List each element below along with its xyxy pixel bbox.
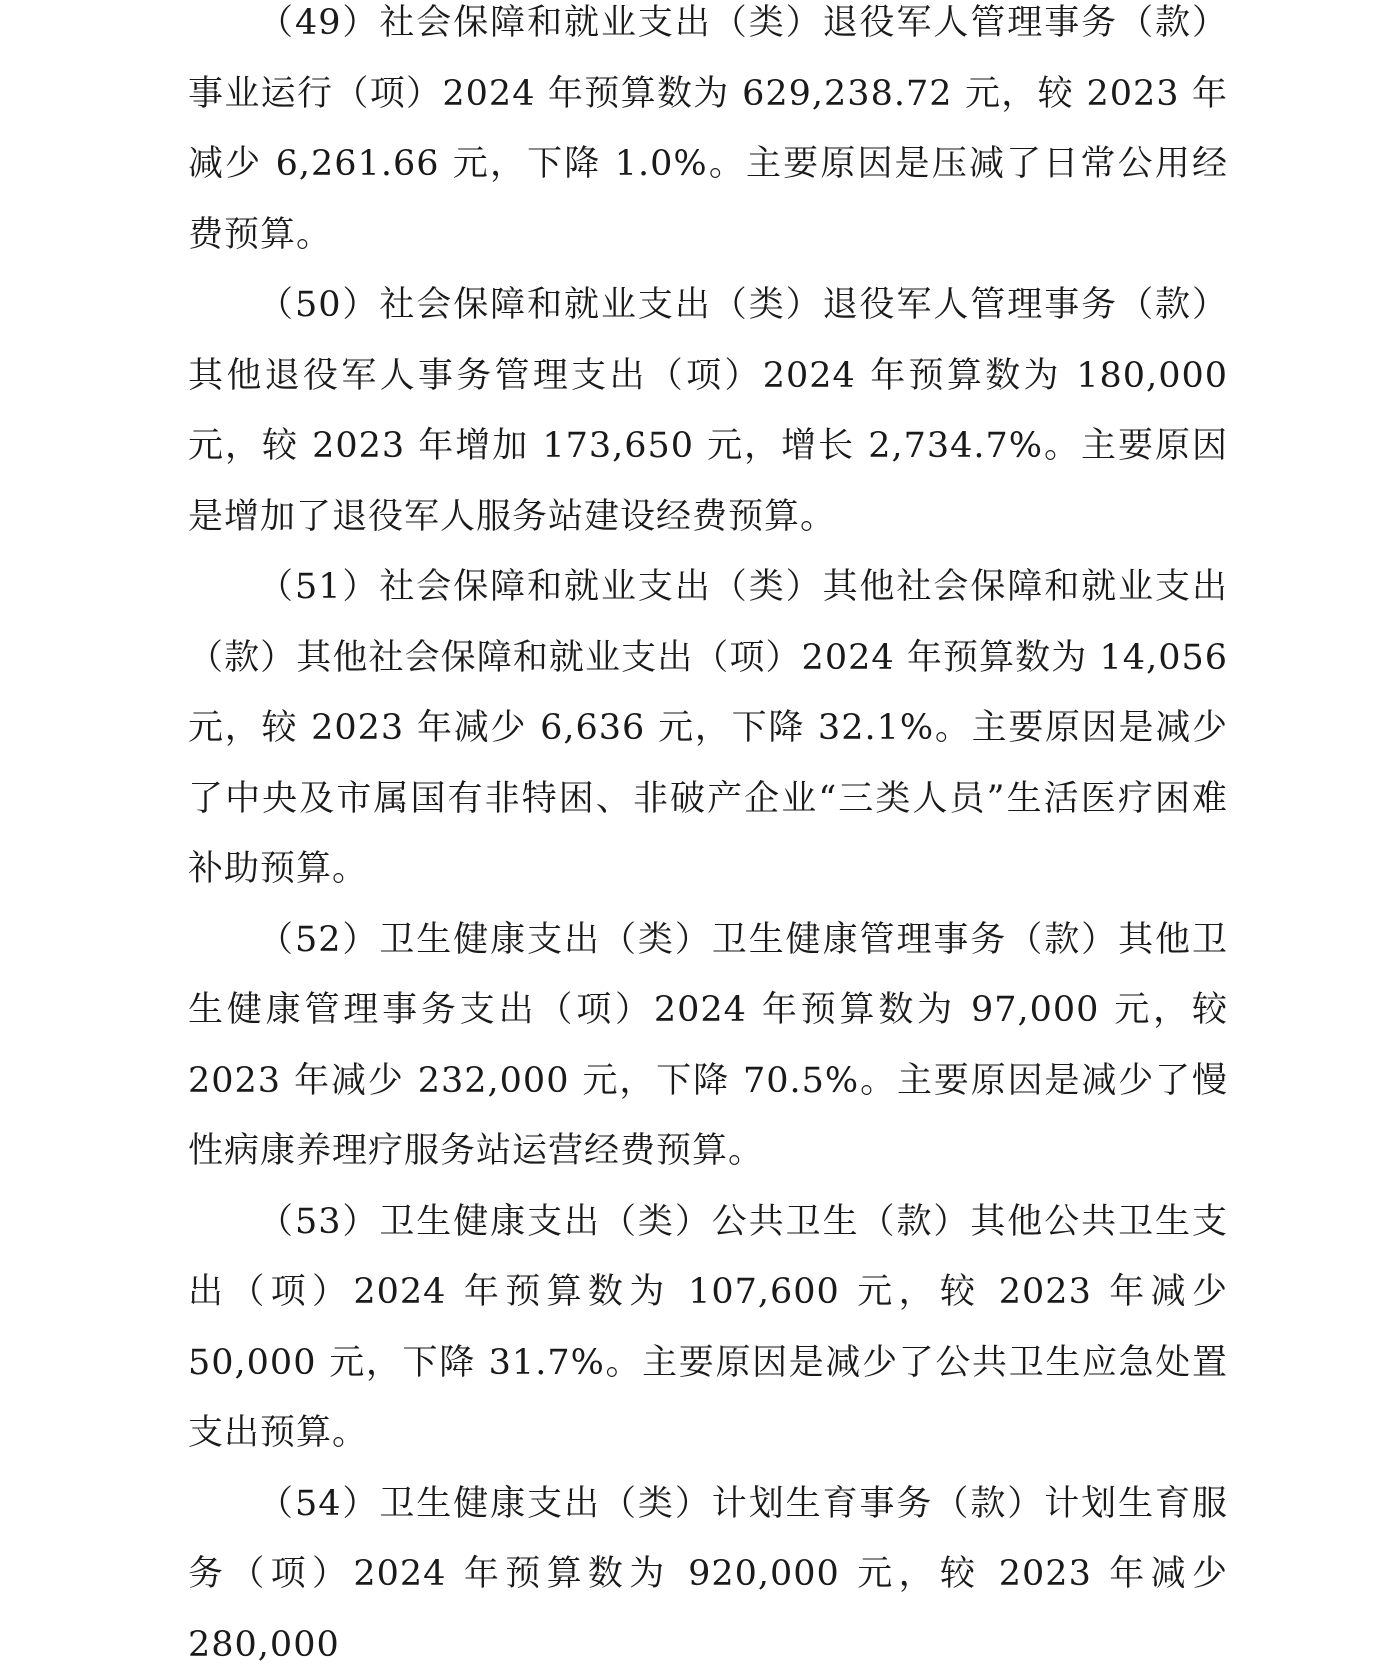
paragraph-49: （49）社会保障和就业支出（类）退役军人管理事务（款）事业运行（项）2024 年预算数为 629,238.72 元，较 2023 年减少 6,261.66 元，下降 1.0%。主要原因是压减了日常公用经费预算。 bbox=[188, 0, 1228, 270]
document-page bbox=[188, 0, 1228, 1680]
paragraph-51: （51）社会保障和就业支出（类）其他社会保障和就业支出（款）其他社会保障和就业支出（项）2024 年预算数为 14,056 元，较 2023 年减少 6,636 元，下降 32.1%。主要原因是减少了中央及市属国有非特困、非破产企业“三类人员”生活医疗困难补助预算。 bbox=[188, 552, 1228, 905]
paragraph-50: （50）社会保障和就业支出（类）退役军人管理事务（款）其他退役军人事务管理支出（项）2024 年预算数为 180,000 元，较 2023 年增加 173,650 元，增长 2,734.7%。主要原因是增加了退役军人服务站建设经费预算。 bbox=[188, 270, 1228, 552]
paragraph-52: （52）卫生健康支出（类）卫生健康管理事务（款）其他卫生健康管理事务支出（项）2024 年预算数为 97,000 元，较 2023 年减少 232,000 元，下降 70.5%。主要原因是减少了慢性病康养理疗服务站运营经费预算。 bbox=[188, 905, 1228, 1187]
paragraph-53: （53）卫生健康支出（类）公共卫生（款）其他公共卫生支出（项）2024 年预算数为 107,600 元，较 2023 年减少 50,000 元，下降 31.7%。主要原因是减少了公共卫生应急处置支出预算。 bbox=[188, 1187, 1228, 1469]
paragraph-54: （54）卫生健康支出（类）计划生育事务（款）计划生育服务（项）2024 年预算数为 920,000 元，较 2023 年减少 280,000 bbox=[188, 1469, 1228, 1680]
